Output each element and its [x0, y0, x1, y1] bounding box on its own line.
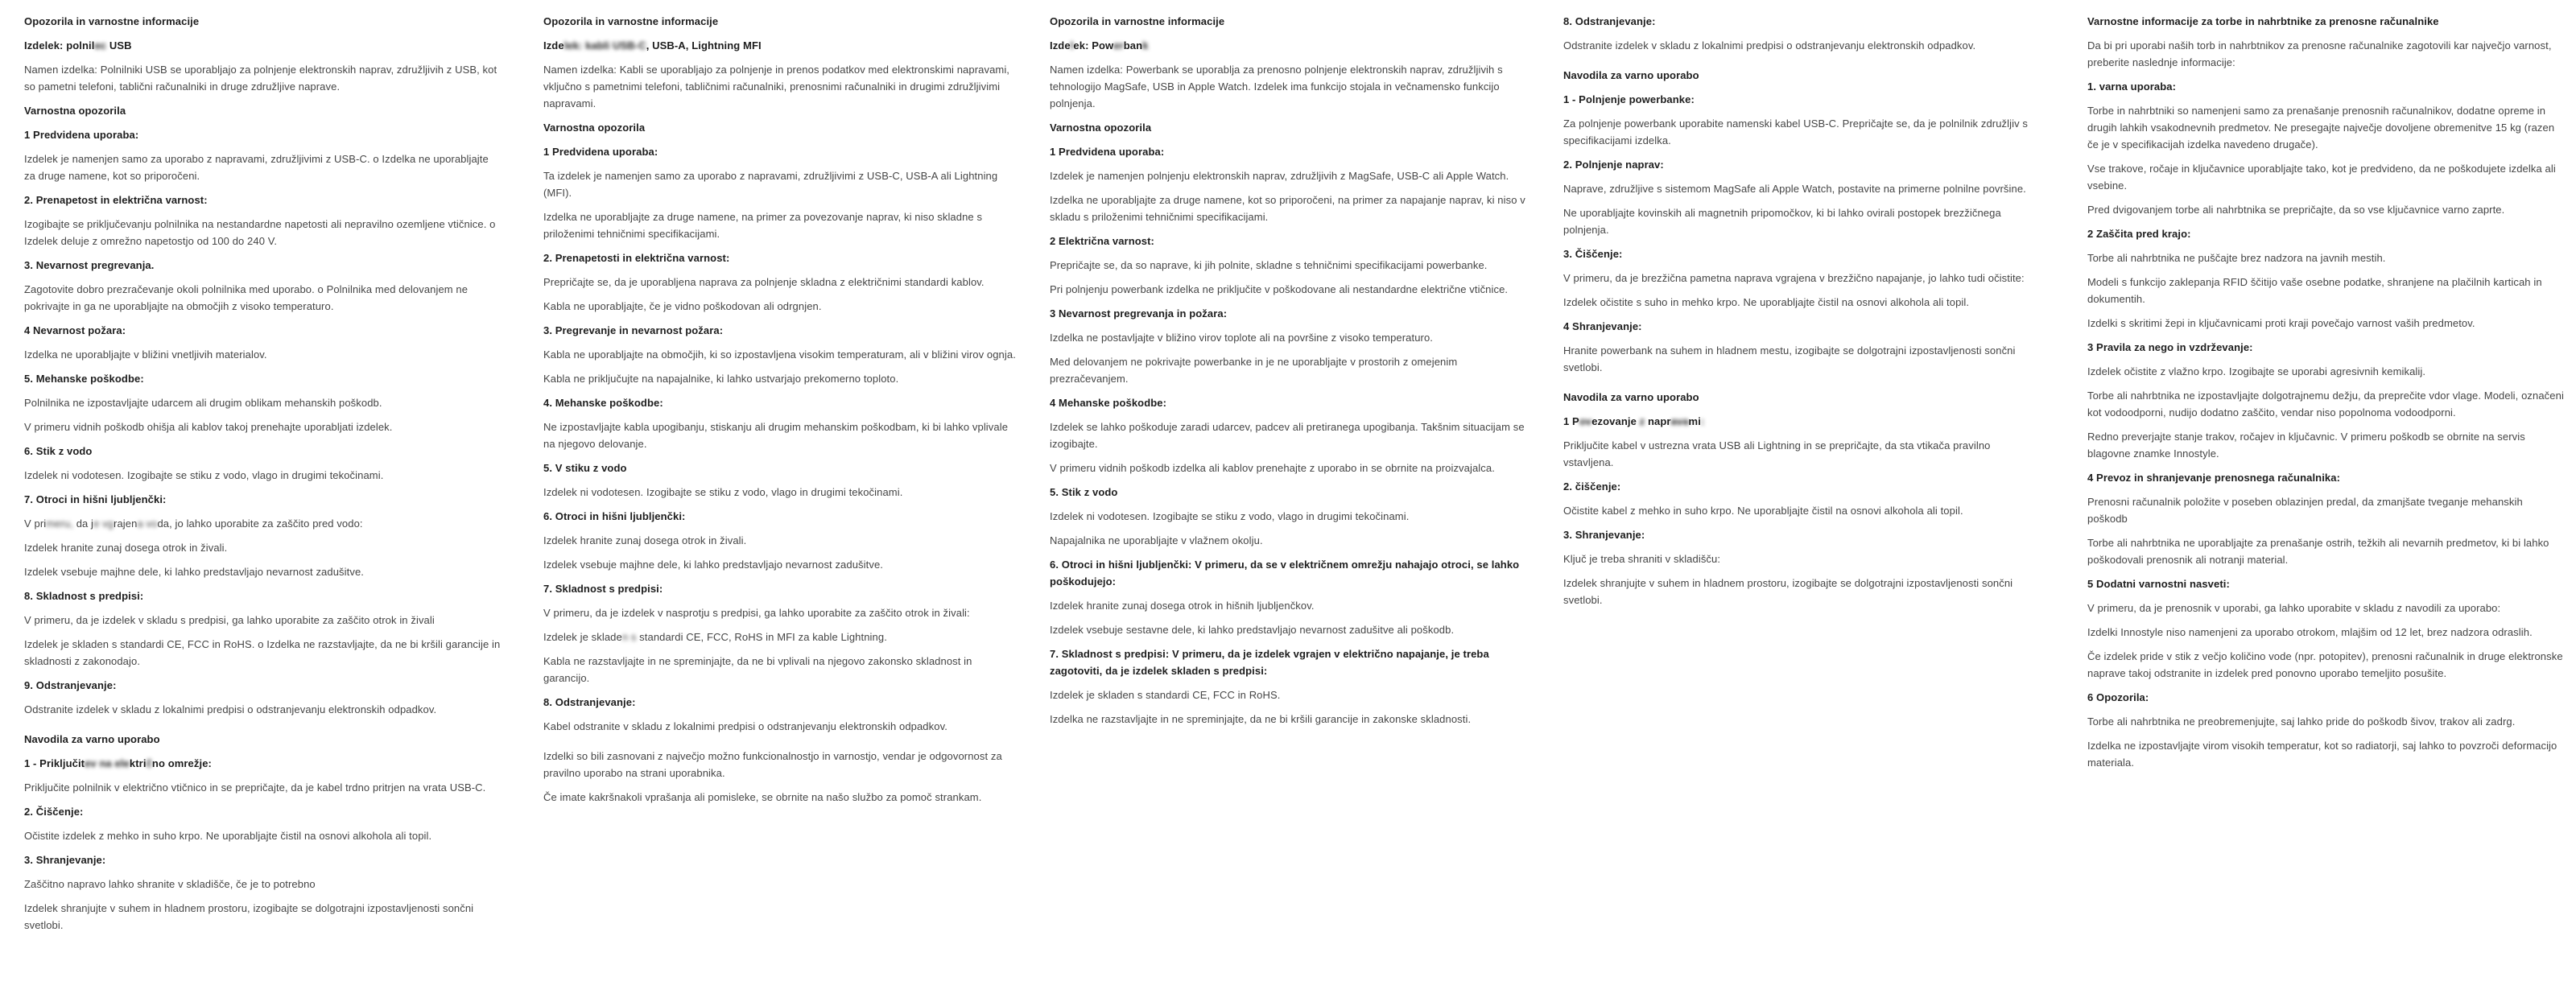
- paragraph: Izdelek je namenjen samo za uporabo z napravami, združljivimi z USB-C. o Izdelka ne uporabljajte za druge namene, kot so priporočeni.: [24, 153, 489, 182]
- paragraph: V primeru, da je prenosnik v uporabi, ga lahko uporabite v skladu z navodili za uporabo:: [2087, 602, 2501, 614]
- section-heading: Opozorila in varnostne informacije: [24, 15, 200, 27]
- paragraph: V primeru, da je izdelek v skladu s predpisi, ga lahko uporabite za zaščito otrok in živali: [24, 614, 435, 626]
- section-heading: 1 Povezovanje z napravami:: [1563, 415, 1705, 427]
- section-heading: 2. Prenapetost in električna varnost:: [24, 194, 208, 206]
- paragraph: Izdelek hranite zunaj dosega otrok in hišnih ljubljenčkov.: [1050, 600, 1315, 612]
- section-heading: Varnostna opozorila: [1050, 122, 1152, 134]
- section-heading: 7. Skladnost s predpisi: V primeru, da je izdelek vgrajen v električno napajanje, je treba zagotoviti, da je izdelek skladen s predpisi:: [1050, 648, 1489, 677]
- paragraph: Namen izdelka: Powerbank se uporablja za prenosno polnjenje elektronskih naprav, združljivih s tehnologijo MagSafe, USB in Apple Watch. Izdelek ima funkcijo stojala in večnamensko funkcijo polnjenja.: [1050, 64, 1503, 109]
- blurred-text: meru,: [46, 517, 76, 530]
- paragraph: Izdelek vsebuje majhne dele, ki lahko predstavljajo nevarnost zadušitve.: [543, 559, 883, 571]
- section-heading: 1. varna uporaba:: [2087, 80, 2177, 93]
- paragraph: Izdelek vsebuje sestavne dele, ki lahko predstavljajo nevarnost zadušitve ali poškodb.: [1050, 624, 1455, 636]
- section-heading: 6. Stik z vodo: [24, 445, 93, 457]
- blurred-text: ov: [1579, 415, 1592, 427]
- paragraph: Odstranite izdelek v skladu z lokalnimi predpisi o odstranjevanju elektronskih odpadkov.: [24, 703, 437, 715]
- section-heading: 3. Nevarnost pregrevanja.: [24, 259, 155, 271]
- paragraph: Torbe in nahrbtniki so namenjeni samo za prenašanje prenosnih računalnikov, dodatne opreme in drugih lahkih vsakodnevnih predmetov. Ne presegajte največje dovoljene obremenitve 15 kg (razen če je v specifikacijah izdelka navedeno drugače).: [2087, 105, 2555, 150]
- blurred-text: :: [1700, 415, 1705, 427]
- paragraph: Kabla ne priključujte na napajalnike, ki lahko ustvarjajo prekomerno toploto.: [543, 373, 899, 385]
- paragraph: Odstranite izdelek v skladu z lokalnimi predpisi o odstranjevanju elektronskih odpadkov.: [1563, 39, 1976, 52]
- paragraph: Torbe ali nahrbtnika ne preobremenjujte, saj lahko pride do poškodb šivov, trakov ali zadrg.: [2087, 715, 2516, 728]
- paragraph: Pri polnjenju powerbank izdelka ne priključite v poškodovane ali nestandardne električne vtičnice.: [1050, 283, 1509, 295]
- paragraph: Izdelek je skladen s standardi CE, FCC, RoHS in MFI za kable Lightning.: [543, 631, 887, 643]
- paragraph: Kabla ne razstavljajte in ne spreminjajte, da ne bi vplivali na njegovo zakonsko skladnost in garancijo.: [543, 655, 972, 684]
- paragraph: Da bi pri uporabi naših torb in nahrbtnikov za prenosne računalnike zagotovili kar največjo varnost, preberite naslednje informacije:: [2087, 39, 2552, 68]
- paragraph: Izdelek ni vodotesen. Izogibajte se stiku z vodo, vlago in drugimi tekočinami.: [1050, 510, 1410, 522]
- section-heading: 3. Shranjevanje:: [24, 854, 106, 866]
- paragraph: Kabla ne uporabljajte, če je vidno poškodovan ali odrgnjen.: [543, 300, 822, 312]
- section-heading: 3. Pregrevanje in nevarnost požara:: [543, 324, 724, 336]
- paragraph: Izdelki Innostyle niso namenjeni za uporabo otrokom, mlajšim od 12 let, brez nadzora odraslih.: [2087, 626, 2533, 638]
- paragraph: Prenosni računalnik položite v poseben oblazinjen predal, da zmanjšate tveganje mehanskih poškodb: [2087, 496, 2523, 525]
- paragraph: Izdelka ne uporabljajte za druge namene, kot so priporočeni, na primer za napajanje naprav, ki niso v skladu s priloženimi tehničnimi specifikacijami.: [1050, 194, 1525, 223]
- blurred-text: z: [1639, 415, 1648, 427]
- blurred-text: er: [1113, 39, 1124, 52]
- paragraph: Priključite kabel v ustrezna vrata USB ali Lightning in se prepričajte, da sta vtikača pravilno vstavljena.: [1563, 439, 1991, 468]
- paragraph: Polnilnika ne izpostavljajte udarcem ali drugim oblikam mehanskih poškodb.: [24, 397, 382, 409]
- column-cables: [543, 13, 1020, 813]
- paragraph: Izdelek ni vodotesen. Izogibajte se stiku z vodo, vlago in drugimi tekočinami.: [24, 469, 384, 481]
- paragraph: Med delovanjem ne pokrivajte powerbanke in je ne uporabljajte v prostorih z omejenim prezračevanjem.: [1050, 356, 1458, 385]
- paragraph: Izdelek očistite z vlažno krpo. Izogibajte se uporabi agresivnih kemikalij.: [2087, 365, 2426, 377]
- blurred-text: a vo: [137, 517, 158, 530]
- paragraph: Izdelek se lahko poškoduje zaradi udarcev, padcev ali pretiranega upogibanja. Takšnim situacijam se izogibajte.: [1050, 421, 1525, 450]
- section-heading: 2. Čiščenje:: [24, 806, 84, 818]
- section-heading: 1 Predvidena uporaba:: [543, 146, 658, 158]
- section-heading: 8. Skladnost s predpisi:: [24, 590, 144, 602]
- section-heading: 5. Mehanske poškodbe:: [24, 373, 144, 385]
- blurred-text: č: [146, 757, 152, 769]
- section-heading: 7. Otroci in hišni ljubljenčki:: [24, 493, 167, 505]
- paragraph: Ne izpostavljajte kabla upogibanju, stiskanju ali drugim mehanskim poškodbam, ki bi lahko vplivale na njegovo delovanje.: [543, 421, 1009, 450]
- section-heading: 8. Odstranjevanje:: [543, 696, 636, 708]
- paragraph: Izdelek shranjujte v suhem in hladnem prostoru, izogibajte se dolgotrajni izpostavljenosti sončni svetlobi.: [1563, 577, 2013, 606]
- section-heading: Varnostna opozorila: [543, 122, 646, 134]
- paragraph: Naprave, združljive s sistemom MagSafe ali Apple Watch, postavite na primerne polnilne površine.: [1563, 183, 2026, 195]
- section-heading: Varnostna opozorila: [24, 105, 126, 117]
- paragraph: Izogibajte se priključevanju polnilnika na nestandardne napetosti ali nepravilno ozemljene vtičnice. o Izdelek deluje z omrežno napetostjo od 100 do 240 V.: [24, 218, 496, 247]
- paragraph: Izdelek vsebuje majhne dele, ki lahko predstavljajo nevarnost zadušitve.: [24, 566, 364, 578]
- paragraph: Redno preverjajte stanje trakov, ročajev in ključavnic. V primeru poškodb se obrnite na servis blagovne znamke Innostyle.: [2087, 431, 2525, 460]
- section-heading: 4 Nevarnost požara:: [24, 324, 126, 336]
- paragraph: Namen izdelka: Polnilniki USB se uporabljajo za polnjenje elektronskih naprav, združljivih z USB, kot so pametni telefoni, tablični računalniki in druge združljive naprave.: [24, 64, 497, 93]
- blurred-text: n s: [621, 631, 637, 643]
- paragraph: Zaščitno napravo lahko shranite v skladišče, če je to potrebno: [24, 878, 316, 890]
- paragraph: Prepričajte se, da so naprave, ki jih polnite, skladne s tehničnimi specifikacijami powerbanke.: [1050, 259, 1488, 271]
- section-heading: 6. Otroci in hišni ljubljenčki: V primeru, da se v električnem omrežju nahajajo otroci, se lahko poškodujejo:: [1050, 559, 1520, 588]
- section-heading: 5 Dodatni varnostni nasveti:: [2087, 578, 2230, 590]
- section-heading: 2. Prenapetosti in električna varnost:: [543, 252, 730, 264]
- section-heading: 8. Odstranjevanje:: [1563, 15, 1656, 27]
- paragraph: Izdelka ne postavljajte v bližino virov toplote ali na površine z visoko temperaturo.: [1050, 332, 1434, 344]
- blurred-text: ec: [94, 39, 107, 52]
- paragraph: Če imate kakršnakoli vprašanja ali pomisleke, se obrnite na našo službo za pomoč strankam.: [543, 791, 982, 803]
- paragraph: Torbe ali nahrbtnika ne puščajte brez nadzora na javnih mestih.: [2087, 252, 2386, 264]
- paragraph: V primeru, da je vgrajena voda, jo lahko uporabite za zaščito pred vodo:: [24, 517, 363, 530]
- paragraph: Izdelek hranite zunaj dosega otrok in živali.: [543, 534, 747, 546]
- blurred-text: ev na ele: [85, 757, 130, 769]
- blurred-text: lek: kabli USB-C: [564, 39, 646, 52]
- section-heading: 5. V stiku z vodo: [543, 462, 627, 474]
- paragraph: Izdelki s skritimi žepi in ključavnicami proti kraji povečajo varnost vaših predmetov.: [2087, 317, 2475, 329]
- column-usage-instructions: [1563, 13, 2040, 616]
- paragraph: Hranite powerbank na suhem in hladnem mestu, izogibajte se dolgotrajni izpostavljenosti sončni svetlobi.: [1563, 344, 2016, 373]
- section-heading: 4 Shranjevanje:: [1563, 320, 1642, 332]
- paragraph: Pred dvigovanjem torbe ali nahrbtnika se prepričajte, da so vse ključavnice varno zaprte.: [2087, 204, 2505, 216]
- paragraph: Napajalnika ne uporabljajte v vlažnem okolju.: [1050, 534, 1263, 546]
- paragraph: V primeru, da je izdelek v nasprotju s predpisi, ga lahko uporabite za zaščito otrok in živali:: [543, 607, 970, 619]
- paragraph: Izdelka ne izpostavljajte virom visokih temperatur, kot so radiatorji, saj lahko to povzroči deformacijo materiala.: [2087, 740, 2557, 769]
- paragraph: Izdelek hranite zunaj dosega otrok in živali.: [24, 542, 228, 554]
- paragraph: V primeru vidnih poškodb ohišja ali kablov takoj prenehajte uporabljati izdelek.: [24, 421, 393, 433]
- paragraph: Ta izdelek je namenjen samo za uporabo z napravami, združljivimi z USB-C, USB-A ali Lightning (MFI).: [543, 170, 998, 199]
- section-heading: Opozorila in varnostne informacije: [1050, 15, 1225, 27]
- section-heading: 9. Odstranjevanje:: [24, 679, 117, 691]
- paragraph: Izdelek je namenjen polnjenju elektronskih naprav, združljivih z MagSafe, USB-C ali Apple Watch.: [1050, 170, 1509, 182]
- paragraph: Priključite polnilnik v električno vtičnico in se prepričajte, da je kabel trdno pritrjen na vrata USB-C.: [24, 781, 486, 794]
- section-heading: Navodila za varno uporabo: [24, 733, 160, 745]
- paragraph: Kabel odstranite v skladu z lokalnimi predpisi o odstranjevanju elektronskih odpadkov.: [543, 720, 947, 732]
- section-heading: 1 - Polnjenje powerbanke:: [1563, 93, 1695, 105]
- section-heading: 6. Otroci in hišni ljubljenčki:: [543, 510, 686, 522]
- section-heading: 5. Stik z vodo: [1050, 486, 1118, 498]
- paragraph: Namen izdelka: Kabli se uporabljajo za polnjenje in prenos podatkov med elektronskimi napravami, vključno s pametnimi telefoni, tabličnimi računalniki, prenosnimi računalniki in drugimi združljivimi napravami.: [543, 64, 1010, 109]
- paragraph: Izdelek je skladen s standardi CE, FCC in RoHS.: [1050, 689, 1281, 701]
- paragraph: Kabla ne uporabljajte na območjih, ki so izpostavljena visokim temperaturam, ali v bližini virov ognja.: [543, 348, 1016, 361]
- section-heading: 4 Prevoz in shranjevanje prenosnega računalnika:: [2087, 472, 2341, 484]
- paragraph: Prepričajte se, da je uporabljena naprava za polnjenje skladna z električnimi standardi kablov.: [543, 276, 985, 288]
- paragraph: Ključ je treba shraniti v skladišču:: [1563, 553, 1721, 565]
- paragraph: Izdelki so bili zasnovani z največjo možno funkcionalnostjo in varnostjo, vendar je odgovornost za pravilno uporabo na strani uporabnika.: [543, 750, 1002, 779]
- section-heading: 4 Mehanske poškodbe:: [1050, 397, 1167, 409]
- paragraph: Torbe ali nahrbtnika ne izpostavljajte dolgotrajnemu dežju, da preprečite vdor vlage. Modeli, označeni kot vodoodporni, nudijo dodatno zaščito, vendar niso popolnoma vodoodporni.: [2087, 390, 2564, 418]
- paragraph: Izdelek shranjujte v suhem in hladnem prostoru, izogibajte se dolgotrajni izpostavljenosti sončni svetlobi.: [24, 902, 474, 931]
- section-heading: 7. Skladnost s predpisi:: [543, 583, 663, 595]
- paragraph: Zagotovite dobro prezračevanje okoli polnilnika med uporabo. o Polnilnika med delovanjem ne pokrivajte in ga ne uporabljajte na območjih z visoko temperaturo.: [24, 283, 469, 312]
- paragraph: Ne uporabljajte kovinskih ali magnetnih pripomočkov, ki bi lahko ovirali postopek brezžičnega polnjenja.: [1563, 207, 2001, 236]
- section-heading: 1 - Priključitev na električno omrežje:: [24, 757, 212, 769]
- paragraph: Izdelek ni vodotesen. Izogibajte se stiku z vodo, vlago in drugimi tekočinami.: [543, 486, 903, 498]
- paragraph: Za polnjenje powerbank uporabite namenski kabel USB-C. Prepričajte se, da je polnilnik združljiv s specifikacijami izdelka.: [1563, 118, 2029, 146]
- paragraph: V primeru vidnih poškodb izdelka ali kablov prenehajte z uporabo in se obrnite na proizvajalca.: [1050, 462, 1495, 474]
- section-heading: 3. Shranjevanje:: [1563, 529, 1645, 541]
- paragraph: Torbe ali nahrbtnika ne uporabljajte za prenašanje ostrih, težkih ali nevarnih predmetov, ki bi lahko poškodovali prenosnik ali notranji material.: [2087, 537, 2549, 566]
- blurred-text: ava: [1670, 415, 1689, 427]
- blurred-text: e vg: [93, 517, 114, 530]
- paragraph: Če izdelek pride v stik z večjo količino vode (npr. potopitev), prenosni računalnik in druge elektronske naprave takoj odstranite in izdelek pred ponovno uporabo temeljito posušite.: [2087, 650, 2563, 679]
- section-heading: 1 Predvidena uporaba:: [1050, 146, 1165, 158]
- paragraph: Izdelka ne uporabljajte v bližini vnetljivih materialov.: [24, 348, 267, 361]
- column-powerbank: [1050, 13, 1526, 735]
- section-heading: 1 Predvidena uporaba:: [24, 129, 139, 141]
- section-heading: 3 Pravila za nego in vzdrževanje:: [2087, 341, 2253, 353]
- section-heading: 3. Čiščenje:: [1563, 248, 1623, 260]
- section-heading: 6 Opozorila:: [2087, 691, 2149, 703]
- section-heading: 3 Nevarnost pregrevanja in požara:: [1050, 307, 1228, 320]
- section-heading: Izdelek: polnilec USB: [24, 39, 132, 52]
- section-heading: Opozorila in varnostne informacije: [543, 15, 719, 27]
- paragraph: Očistite kabel z mehko in suho krpo. Ne uporabljajte čistil na osnovi alkohola ali topil.: [1563, 505, 1963, 517]
- paragraph: Izdelka ne uporabljajte za druge namene, na primer za povezovanje naprav, ki niso skladne s priloženimi tehničnimi specifikacijami.: [543, 211, 983, 240]
- blurred-text: l: [1070, 39, 1074, 52]
- section-heading: 2. Polnjenje naprav:: [1563, 159, 1664, 171]
- section-heading: 2 Električna varnost:: [1050, 235, 1154, 247]
- section-heading: Varnostne informacije za torbe in nahrbtnike za prenosne računalnike: [2087, 15, 2439, 27]
- section-heading: 2 Zaščita pred krajo:: [2087, 228, 2191, 240]
- section-heading: Navodila za varno uporabo: [1563, 69, 1699, 81]
- section-heading: Izdelek: Powerbank: [1050, 39, 1149, 52]
- column-usb-charger: [24, 13, 501, 941]
- section-heading: 4. Mehanske poškodbe:: [543, 397, 663, 409]
- paragraph: Očistite izdelek z mehko in suho krpo. Ne uporabljajte čistil na osnovi alkohola ali topil.: [24, 830, 432, 842]
- section-heading: Izdelek: kabli USB-C, USB-A, Lightning MFI: [543, 39, 762, 52]
- paragraph: Izdelek je skladen s standardi CE, FCC in RoHS. o Izdelka ne razstavljajte, da ne bi kršili garancije in skladnosti z zakonodajo.: [24, 638, 501, 667]
- paragraph: V primeru, da je brezžična pametna naprava vgrajena v brezžično napajanje, jo lahko tudi očistite:: [1563, 272, 2025, 284]
- paragraph: Izdelek očistite s suho in mehko krpo. Ne uporabljajte čistil na osnovi alkohola ali topil.: [1563, 296, 1970, 308]
- column-laptop-bags: [2087, 13, 2564, 778]
- paragraph: Vse trakove, ročaje in ključavnice uporabljajte tako, kot je predvideno, da ne poškodujete izdelka ali vsebine.: [2087, 163, 2556, 192]
- section-heading: Navodila za varno uporabo: [1563, 391, 1699, 403]
- blurred-text: k: [1142, 39, 1149, 52]
- paragraph: Izdelka ne razstavljajte in ne spreminjajte, da ne bi kršili garancije in zakonske skladnosti.: [1050, 713, 1472, 725]
- paragraph: Modeli s funkcijo zaklepanja RFID ščitijo vaše osebne podatke, shranjene na plačilnih karticah in dokumentih.: [2087, 276, 2542, 305]
- section-heading: 2. čiščenje:: [1563, 480, 1621, 493]
